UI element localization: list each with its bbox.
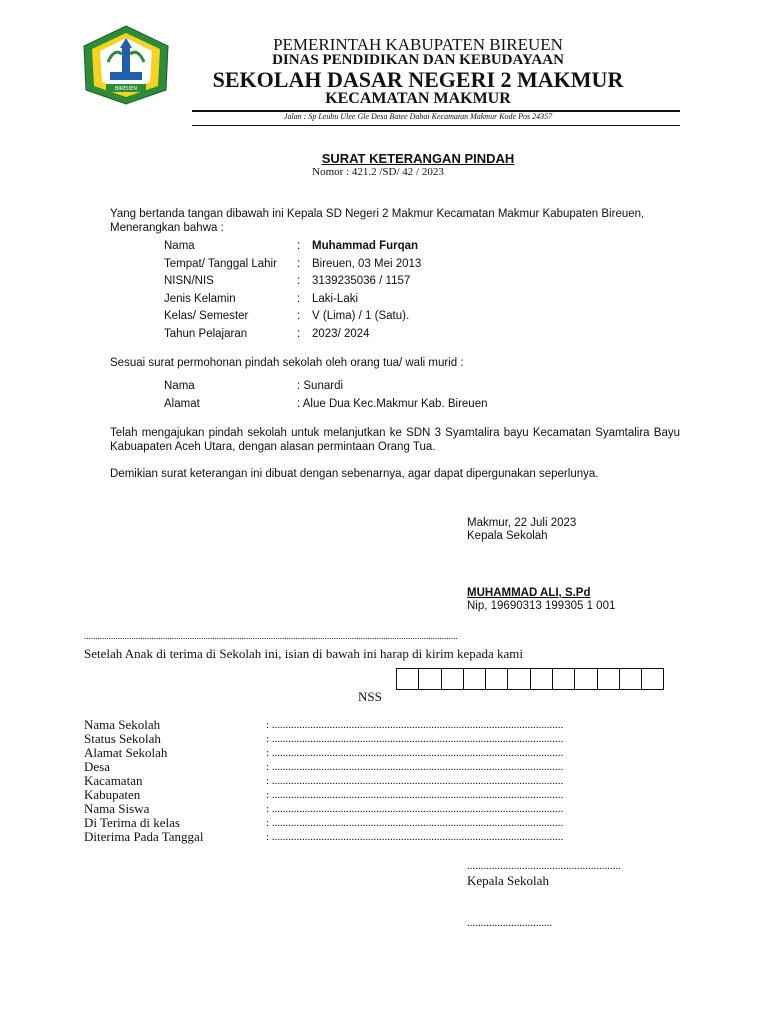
student-birth-label: Tempat/ Tanggal Lahir [164,258,277,270]
reason-paragraph: Telah mengajukan pindah sekolah untuk melanjutkan ke SDN 3 Syamtalira bayu Kecamatan Syamtalira Bayu Kabuapaten Aceh Utara, dengan alasan permintaan Orang Tua. [110,427,680,453]
field-label-accepted-date: Diterima Pada Tanggal [84,829,204,844]
field-blank-student-name: : .......................................................................................................... [266,803,564,815]
student-nisn-value: 3139235036 / 1157 [312,275,411,287]
field-label-school-name: Nama Sekolah [84,717,161,732]
reply-signature-title: Kepala Sekolah [467,873,549,888]
field-blank-school-name: : .......................................................................................................... [266,719,564,731]
field-blank-accepted-class: : .......................................................................................................... [266,817,564,829]
student-gender-value: Laki-Laki [312,293,359,305]
field-label-student-name: Nama Siswa [84,801,150,816]
nss-label: NSS [358,689,382,704]
student-nisn-label: NISN/NIS [164,275,214,287]
student-name-value: Muhammad Furqan [312,240,419,252]
closing-paragraph: Demikian surat keterangan ini dibuat dengan sebenarnya, agar dapat dipergunakan seperlunya. [110,468,599,480]
reply-signature-name-line: ............................... [467,917,553,929]
nss-digit-box [530,668,552,690]
nss-digit-box [507,668,529,690]
nss-digit-box [463,668,485,690]
student-class-label: Kelas/ Semester [164,310,249,322]
document-number: Nomor : 421.2 /SD/ 42 / 2023 [312,166,444,178]
parent-address-label: Alamat [164,398,200,410]
field-label-village: Desa [84,759,110,774]
reply-signature-line: ........................................................ [467,860,621,872]
parent-address-value: : Alue Dua Kec.Makmur Kab. Bireuen [297,398,488,410]
field-label-school-address: Alamat Sekolah [84,745,168,760]
student-gender-label: Jenis Kelamin [164,293,236,305]
student-class-colon: : [297,310,301,322]
signature-position: Kepala Sekolah [467,530,548,542]
parent-name-label: Nama [164,380,195,392]
student-class-value: V (Lima) / 1 (Satu). [312,310,410,322]
header-address: Jalan : Sp Leubu Ulee Gle Desa Batee Dabai Kecamatan Makmur Kode Pos 24357 [283,112,553,121]
nss-digit-box [441,668,463,690]
logo-text: BIREUEN [114,86,138,92]
nss-digit-box [597,668,619,690]
document-title: SURAT KETERANGAN PINDAH [321,151,515,166]
reply-form-intro: Setelah Anak di terima di Sekolah ini, isian di bawah ini harap di kirim kepada kami [84,646,524,661]
student-year-value: 2023/ 2024 [312,328,370,340]
student-name-colon: : [297,240,301,252]
nss-digit-box [552,668,574,690]
signature-nip: Nip, 19690313 199305 1 001 [467,600,616,612]
student-year-colon: : [297,328,301,340]
nss-digit-box [485,668,507,690]
student-name-label: Nama [164,240,195,252]
parent-name-value: : Sunardi [297,380,344,392]
student-birth-colon: : [297,258,301,270]
header-government: PEMERINTAH KABUPATEN BIREUEN [273,35,563,54]
field-blank-school-address: : .......................................................................................................... [266,747,564,759]
signature-place-date: Makmur, 22 Juli 2023 [467,517,577,529]
header-department: DINAS PENDIDIKAN DAN KEBUDAYAAN [272,52,564,68]
field-blank-regency: : .......................................................................................................... [266,789,564,801]
student-year-label: Tahun Pelajaran [164,328,248,340]
header-rule-bottom [192,125,680,126]
header-district: KECAMATAN MAKMUR [325,90,511,107]
nss-number-boxes [396,668,664,690]
field-blank-accepted-date: : .......................................................................................................... [266,831,564,843]
student-nisn-colon: : [297,275,301,287]
nss-digit-box [619,668,641,690]
student-gender-colon: : [297,293,301,305]
field-blank-village: : .......................................................................................................... [266,761,564,773]
intro-paragraph: Yang bertanda tangan dibawah ini Kepala SD Negeri 2 Makmur Kecamatan Makmur Kabupaten Bireuen, Menerangkan bahwa : [110,208,645,234]
nss-digit-box [418,668,440,690]
nss-digit-box [574,668,596,690]
nss-digit-box [641,668,663,690]
field-label-subdistrict: Kacamatan [84,773,143,788]
cut-separator-line: ...................................................................................................................................................................... [84,633,458,639]
field-label-school-status: Status Sekolah [84,731,161,746]
field-label-regency: Kabupaten [84,787,141,802]
signature-name: MUHAMMAD ALI, S.Pd [467,587,591,599]
parent-intro: Sesuai surat permohonan pindah sekolah oleh orang tua/ wali murid : [110,357,464,369]
student-birth-value: Bireuen, 03 Mei 2013 [312,258,422,270]
header-school-name: SEKOLAH DASAR NEGERI 2 MAKMUR [212,67,624,92]
field-blank-school-status: : .......................................................................................................... [266,733,564,745]
nss-digit-box [396,668,418,690]
field-label-accepted-class: Di Terima di kelas [84,815,180,830]
field-blank-subdistrict: : .......................................................................................................... [266,775,564,787]
